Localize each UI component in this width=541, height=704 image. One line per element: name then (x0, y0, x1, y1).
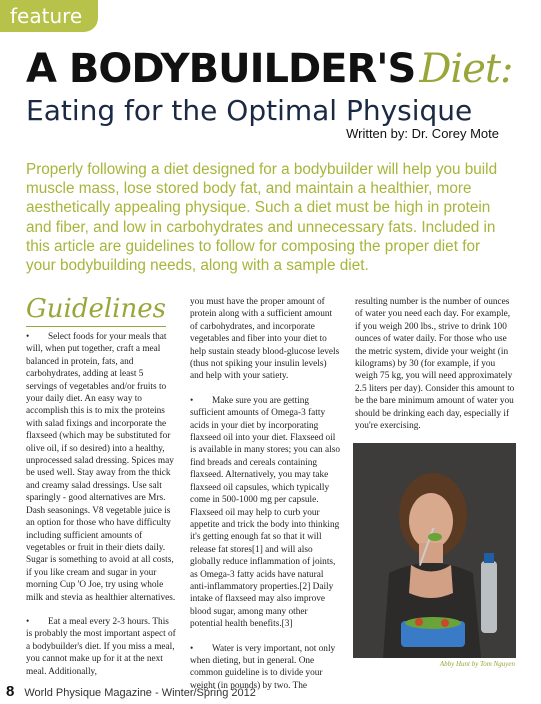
woman-eating-salad-illustration (353, 443, 516, 658)
paragraph-text: Make sure you are getting sufficient amounts of Omega-3 fatty acids in your diet by incorporating flaxseed oil into your diet. Flaxseed oil is available in many stores; you can also find breads and cereals containing flaxseed. Alternatively, you may take flaxseed oil capsules, which typically come in 500-1000 mg per capsule. Flaxseed oil may help to curb your appetite and trick the body into thinking it's getting enough fat so that it will release fat stores[1] and will also globally reduce inflammation of joints, as Omega-3 fatty acids have natural anti-inflammatory properties.[2] Daily intake of flaxseed may also improve blood sugar, among many other potential health benefits.[3] (190, 395, 341, 630)
bullet-icon: • (26, 332, 30, 342)
feature-tab: feature (0, 0, 98, 32)
photo-caption: Abby Hunt by Tom Nguyen (439, 660, 515, 668)
article-title (26, 46, 512, 92)
byline: Written by: Dr. Corey Mote (346, 126, 499, 141)
column-3 (355, 296, 515, 444)
paragraph-text: Eat a meal every 2-3 hours. This is probably the most important aspect of a bodybuilder's diet. If you miss a meal, you cannot make up for it at the next meal. Additionally, (26, 616, 176, 677)
page-footer (6, 683, 256, 700)
page-number: 8 (6, 683, 15, 700)
paragraph (26, 616, 176, 678)
paragraph-text: Select foods for your meals that will, when put together, craft a meal balanced in protein, fats, and carbohydrates, adding at least 5 servings of vegetables and/or fruits to your daily diet. An easy way to accomplish this is to mix the proteins with salad fixings and incorporate the flaxseed (which may be substituted for olive oil, if so desired) into a healthy, unprocessed salad dressing. Spices may be used well. Stay away from the thick and creamy salad dressings. Use salt sparingly - good alternatives are Mrs. Dash seasonings. V8 vegetable juice is an option for those who have difficulty including sufficient amounts of vegetables or fruit in their diets daily. Sugar is something to avoid at all costs, if you like cream and sugar in your morning Cup 'O Joe, try using whole milk and stevia as healthier alternatives. (26, 332, 176, 603)
guidelines-heading: Guidelines (26, 292, 166, 327)
paragraph: you must have the proper amount of protein along with a sufficient amount of carbohydrates, and incorporate vegetables and fiber into your diet to help sustain steady blood-glucose levels (thus not spiking your insulin levels) and help with your satiety. (190, 297, 340, 382)
title-main: A BODYBUILDER'S (26, 46, 416, 92)
paragraph (26, 331, 176, 604)
paragraph: resulting number is the number of ounces of water you need each day. For example, if you weigh 200 lbs., strive to drink 100 ounces of water daily. For those who use the metric system, divide your weight (in kilograms) by 30 (for example, if you weigh 75 kg, you will need approximately 2.5 liters per day). Consider this amount to be the bare minimum amount of water you should be drinking each day, especially if you're exercising. (355, 297, 515, 432)
paragraph-text: Water is very important, not only when dieting, but in general. One common guideline is to divide your weight (in pounds) by two. The (190, 643, 336, 691)
bullet-icon: • (190, 395, 194, 406)
article-subtitle: Eating for the Optimal Physique (26, 94, 473, 127)
intro-paragraph: Properly following a diet designed for a bodybuilder will help you build muscle mass, lose stored body fat, and maintain a healthier, more aesthetically appealing physique. Such a diet must be high in protein and fiber, and low in carbohydrates and unnecessary fats. Included in this article are guidelines to follow for composing the proper diet for your bodybuilding needs, along with a sample diet. (26, 161, 498, 275)
footer-text: World Physique Magazine - Winter/Spring 2012 (24, 687, 256, 699)
title-script-word: Diet: (419, 46, 513, 92)
bullet-icon: • (26, 616, 30, 627)
article-photo (353, 443, 516, 658)
bullet-icon: • (190, 643, 194, 654)
column-1 (26, 292, 176, 690)
column-2 (190, 296, 342, 704)
paragraph (190, 395, 342, 631)
